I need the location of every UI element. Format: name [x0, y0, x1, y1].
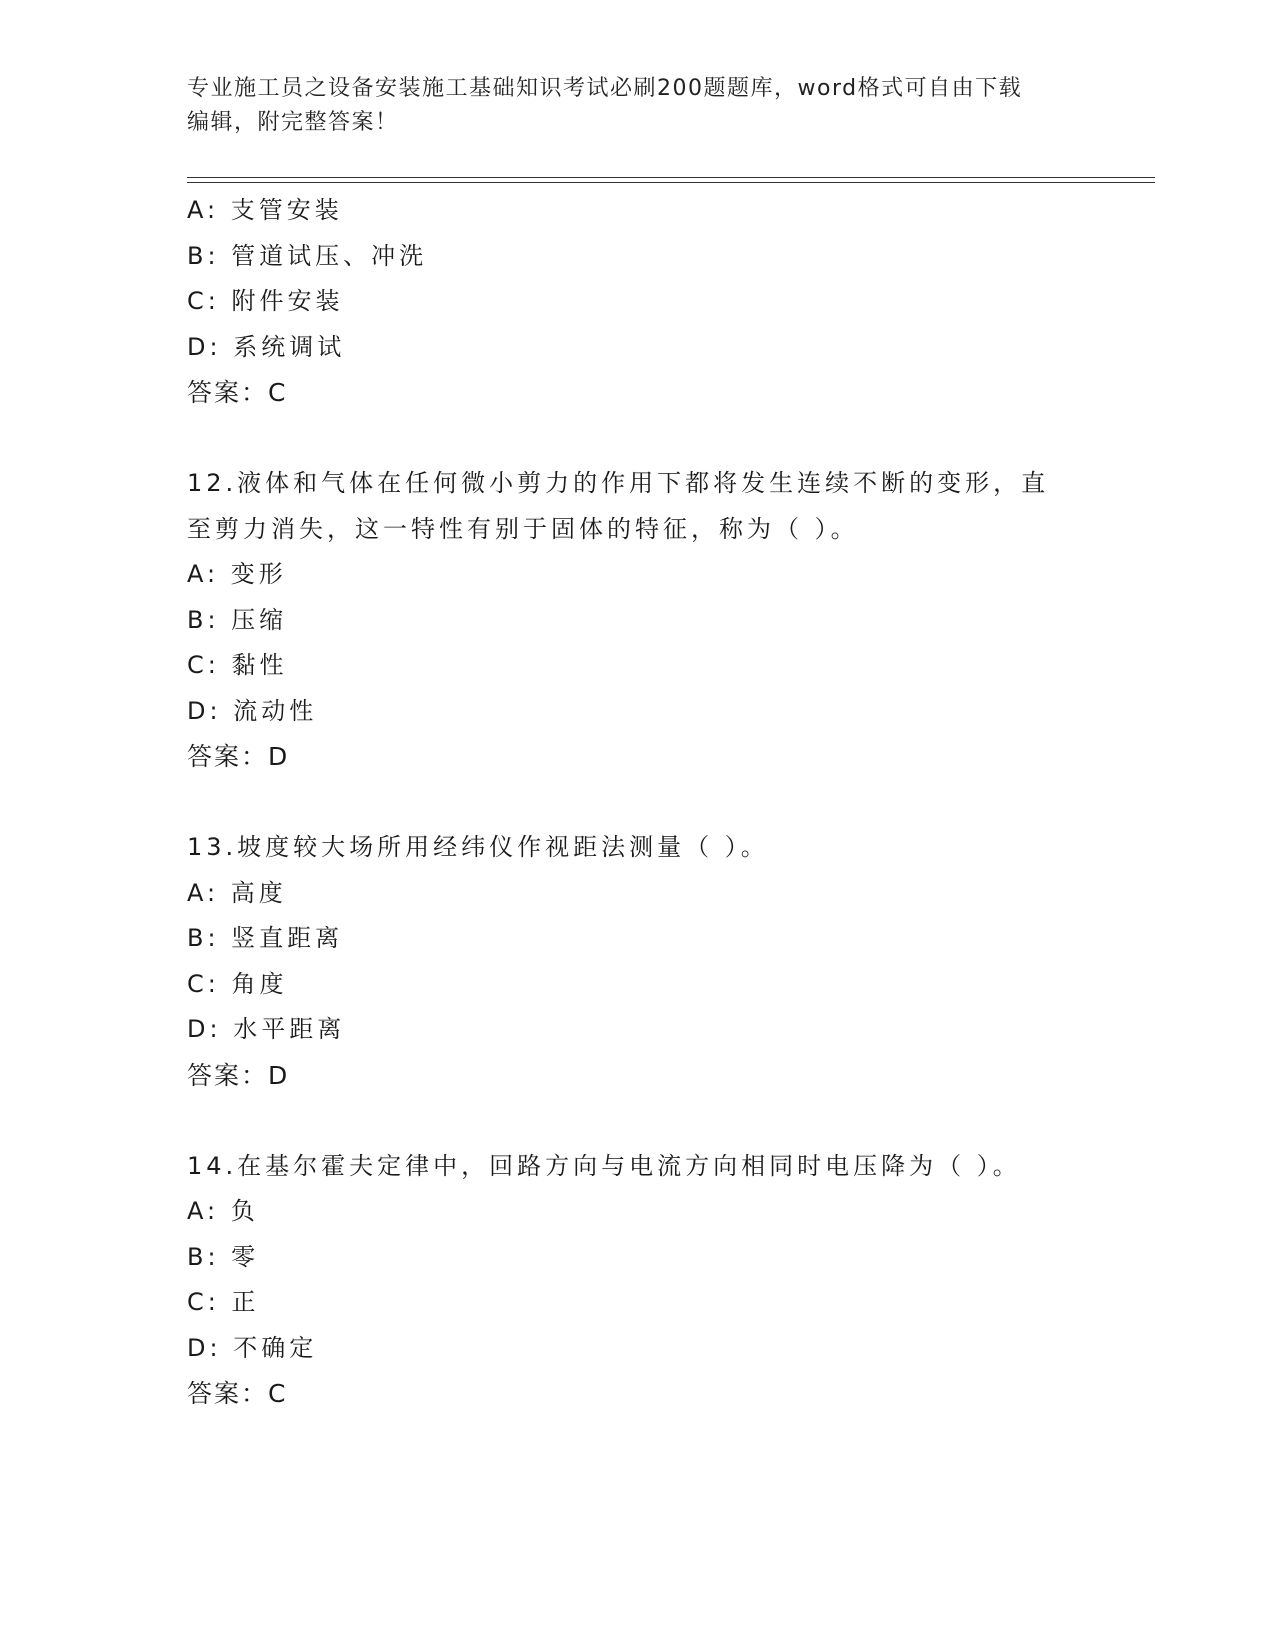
- option-d: D: 流动性: [187, 696, 318, 725]
- header-divider: [187, 177, 1155, 183]
- option-a: A: 支管安装: [187, 196, 343, 224]
- question-text-line-1: 14.在基尔霍夫定律中，回路方向与电流方向相同时电压降为（ ）。: [187, 1151, 1021, 1180]
- option-c: C: 附件安装: [187, 287, 344, 315]
- option-d: D: 水平距离: [187, 1015, 346, 1043]
- question-11: [187, 188, 1087, 416]
- question-14: [187, 1144, 1087, 1417]
- question-spacer: [187, 1098, 1087, 1144]
- question-13: [187, 825, 1087, 1098]
- option-a: A: 负: [187, 1197, 259, 1225]
- divider-line-bottom: [187, 182, 1155, 183]
- question-12: [187, 461, 1087, 780]
- option-b: B: 管道试压、冲洗: [187, 241, 428, 270]
- document-header: [187, 72, 1087, 140]
- option-b: B: 压缩: [187, 605, 288, 634]
- option-c: C: 黏性: [187, 651, 288, 679]
- option-d: D: 系统调试: [187, 332, 346, 361]
- divider-line-top: [187, 177, 1155, 178]
- option-a: A: 变形: [187, 560, 287, 588]
- option-d: D: 不确定: [187, 1333, 318, 1362]
- header-title-line-2: 编辑，附完整答案！: [187, 110, 399, 135]
- option-c: C: 角度: [187, 969, 288, 998]
- question-text-line-1: 12.液体和气体在任何微小剪力的作用下都将发生连续不断的变形，直: [187, 469, 1050, 497]
- question-list: [187, 188, 1087, 1417]
- answer-line: 答案：D: [187, 1060, 290, 1090]
- answer-line: 答案：D: [187, 742, 290, 771]
- question-spacer: [187, 416, 1087, 462]
- header-title-line-1: 专业施工员之设备安装施工基础知识考试必刷200题题库，word格式可自由下载: [187, 76, 1023, 101]
- option-b: B: 零: [187, 1242, 260, 1271]
- option-b: B: 竖直距离: [187, 924, 344, 952]
- question-text-line-2: 至剪力消失，这一特性有别于固体的特征，称为（ ）。: [187, 514, 859, 543]
- question-spacer: [187, 780, 1087, 826]
- option-c: C: 正: [187, 1288, 260, 1316]
- answer-line: 答案：C: [187, 1379, 288, 1408]
- question-text-line-1: 13.坡度较大场所用经纬仪作视距法测量（ ）。: [187, 833, 769, 861]
- option-a: A: 高度: [187, 878, 287, 907]
- answer-line: 答案：C: [187, 378, 288, 407]
